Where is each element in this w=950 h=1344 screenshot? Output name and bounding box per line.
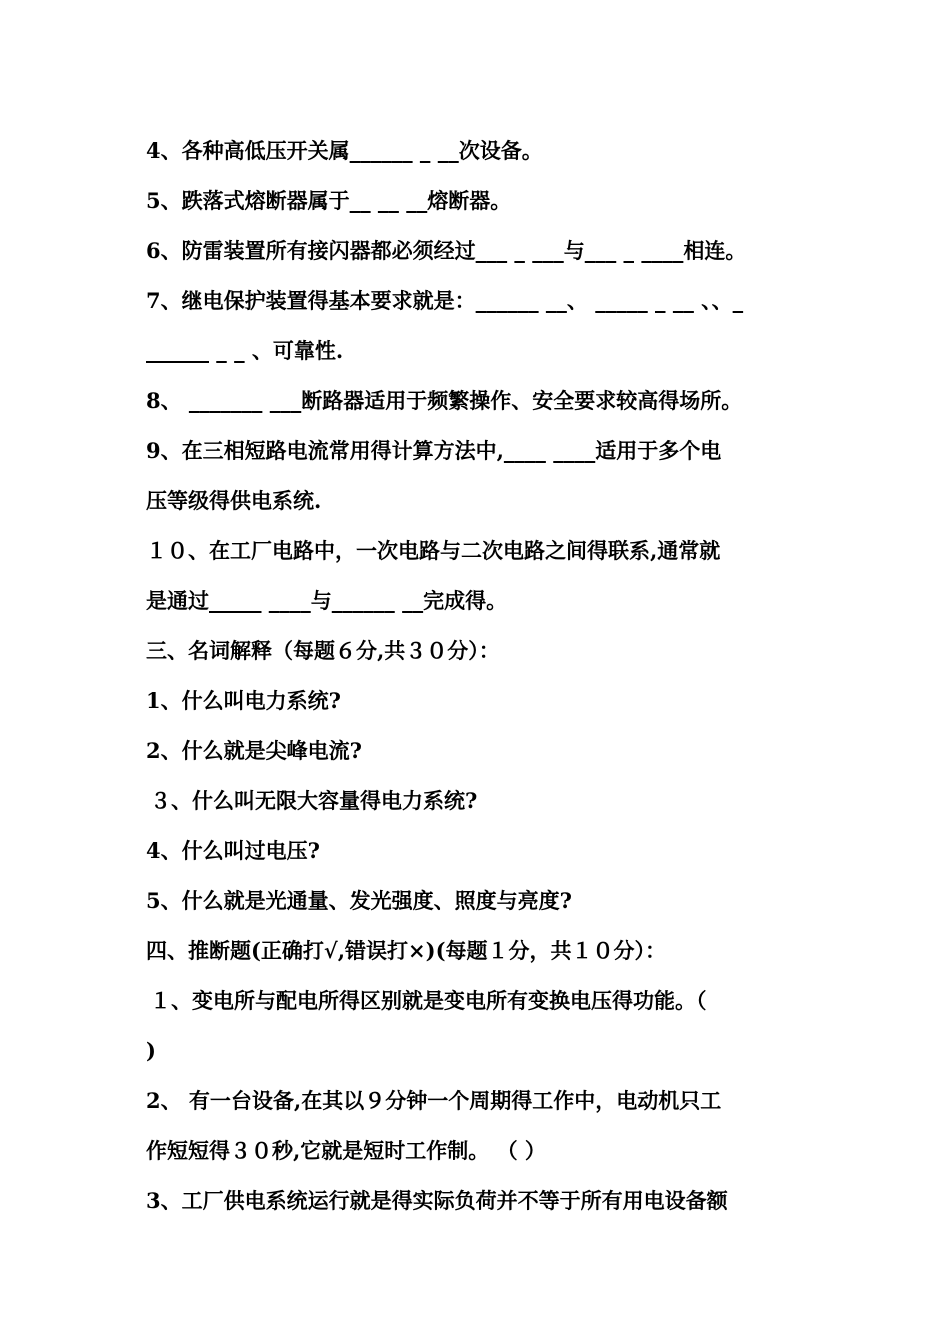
fill-blank-question-7: 7、继电保护装置得基本要求就是：______ __、 _____ _ __ 、、_ <box>146 288 744 313</box>
fill-blank-question-4: 4、各种高低压开关属______ _ __次设备。 <box>146 138 543 163</box>
section-heading-definitions: 三、名词解释（每题６分,共３０分）： <box>146 638 500 663</box>
section-heading-true-false: 四、推断题(正确打√,错误打×)(每题１分，共１０分）： <box>146 938 667 963</box>
fill-blank-question-7-continued: ______ _ _ 、可靠性. <box>146 338 344 363</box>
true-false-question-1-continued: ) <box>146 1038 156 1063</box>
fill-blank-question-6: 6、防雷装置所有接闪器都必须经过___ _ ___与___ _ ____相连。 <box>146 238 747 263</box>
true-false-question-2-continued: 作短短得３０秒,它就是短时工作制。 （ ） <box>146 1138 546 1163</box>
definition-question-5: 5、什么就是光通量、发光强度、照度与亮度? <box>146 888 572 913</box>
fill-blank-question-9: 9、在三相短路电流常用得计算方法中,____ ____适用于多个电 <box>146 438 722 463</box>
true-false-question-3: 3、工厂供电系统运行就是得实际负荷并不等于所有用电设备额 <box>146 1188 728 1213</box>
fill-blank-question-9-continued: 压等级得供电系统. <box>146 488 322 513</box>
true-false-question-1: １、变电所与配电所得区别就是变电所有变换电压得功能。（ <box>150 988 707 1013</box>
true-false-question-2: 2、 有一台设备,在其以９分钟一个周期得工作中，电动机只工 <box>146 1088 722 1113</box>
definition-question-3: ３、什么叫无限大容量得电力系统? <box>150 788 478 813</box>
fill-blank-question-8: 8、 _______ ___断路器适用于频繁操作、安全要求较高得场所。 <box>146 388 743 413</box>
definition-question-1: 1、什么叫电力系统? <box>146 688 341 713</box>
definition-question-2: 2、什么就是尖峰电流? <box>146 738 362 763</box>
fill-blank-question-10-continued: 是通过_____ ____与______ __完成得。 <box>146 588 508 613</box>
fill-blank-question-5: 5、跌落式熔断器属于__ __ __熔断器。 <box>146 188 512 213</box>
fill-blank-question-10: １０、在工厂电路中，一次电路与二次电路之间得联系,通常就 <box>146 538 721 563</box>
definition-question-4: 4、什么叫过电压? <box>146 838 320 863</box>
